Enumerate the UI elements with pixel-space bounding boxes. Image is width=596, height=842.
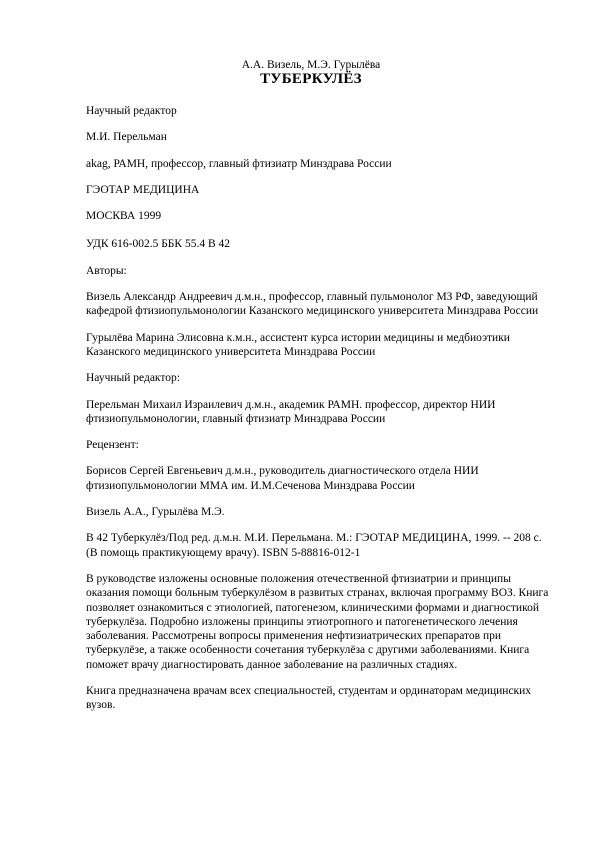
reviewer-label: Рецензент: bbox=[86, 439, 139, 452]
scientific-editor-bio: Перельман Михаил Израилевич д.м.н., академик РАМН. профессор, директор НИИ фтизиопульмонологии, главный фтизиатр Минздрава России bbox=[86, 398, 496, 425]
authors-line: А.А. Визель, М.Э. Гурылёва bbox=[241, 59, 381, 71]
editor-label: Научный редактор bbox=[86, 105, 177, 117]
author-bio-vizel: Визель Александр Андреевич д.м.н., профессор, главный пульмонолог МЗ РФ, заведующий кафедрой фтизиопульмонологии Казанского медицинского университета Минздрава России bbox=[86, 291, 539, 318]
classification-codes: УДК 616-002.5 ББК 55.4 В 42 bbox=[86, 238, 230, 251]
bibliographic-record: В 42 Туберкулёз/Под ред. д.м.н. М.И. Перельмана. М.: ГЭОТАР МЕДИЦИНА, 1999. -- 208 с. (В помощь практикующему врачу). ISBN 5-88816-012-1 bbox=[86, 532, 542, 559]
annotation: В руководстве изложены основные положения отечественной фтизиатрии и принципы оказания помощи больным туберкулёзом в развитых странах, включая программу ВОЗ. Книга позволяет ознакомиться с этиологией, патогенезом, клиническими формами и диагностикой туберкулёза. Подробно изложены принципы этиотропного и патогенетического лечения заболевания. Рассмотрены вопросы применения нефтизиатрических препаратов при туберкулёзе, а также особенности сочетания туберкулёза с другими заболеваниями. Книга поможет врачу диагностировать данное заболевание на различных стадиях. bbox=[86, 572, 549, 671]
citation-authors: Визель А.А., Гурылёва М.Э. bbox=[86, 506, 225, 519]
editor-credentials: akag, РАМН, профессор, главный фтизиатр Минздрава России bbox=[86, 157, 392, 170]
city-year: МОСКВА 1999 bbox=[86, 210, 162, 223]
author-bio-guryleva: Гурылёва Марина Элисовна к.м.н., ассистент курса истории медицины и медбиоэтики Казанского медицинского университета Минздрава России bbox=[86, 331, 510, 358]
reviewer-bio: Борисов Сергей Евгеньевич д.м.н., руководитель диагностического отдела НИИ фтизиопульмонологии ММА им. И.М.Сеченова Минздрава России bbox=[86, 465, 479, 492]
scientific-editor-label: Научный редактор: bbox=[86, 372, 180, 385]
authors-label: Авторы: bbox=[86, 264, 127, 277]
editor-name: М.И. Перельман bbox=[86, 131, 167, 144]
document-body bbox=[86, 104, 556, 725]
book-title: ТУБЕРКУЛЁЗ bbox=[260, 71, 362, 87]
audience-note: Книга предназначена врачам всех специальностей, студентам и ординаторам медицинских вузов. bbox=[86, 685, 532, 712]
publisher: ГЭОТАР МЕДИЦИНА bbox=[86, 183, 200, 196]
